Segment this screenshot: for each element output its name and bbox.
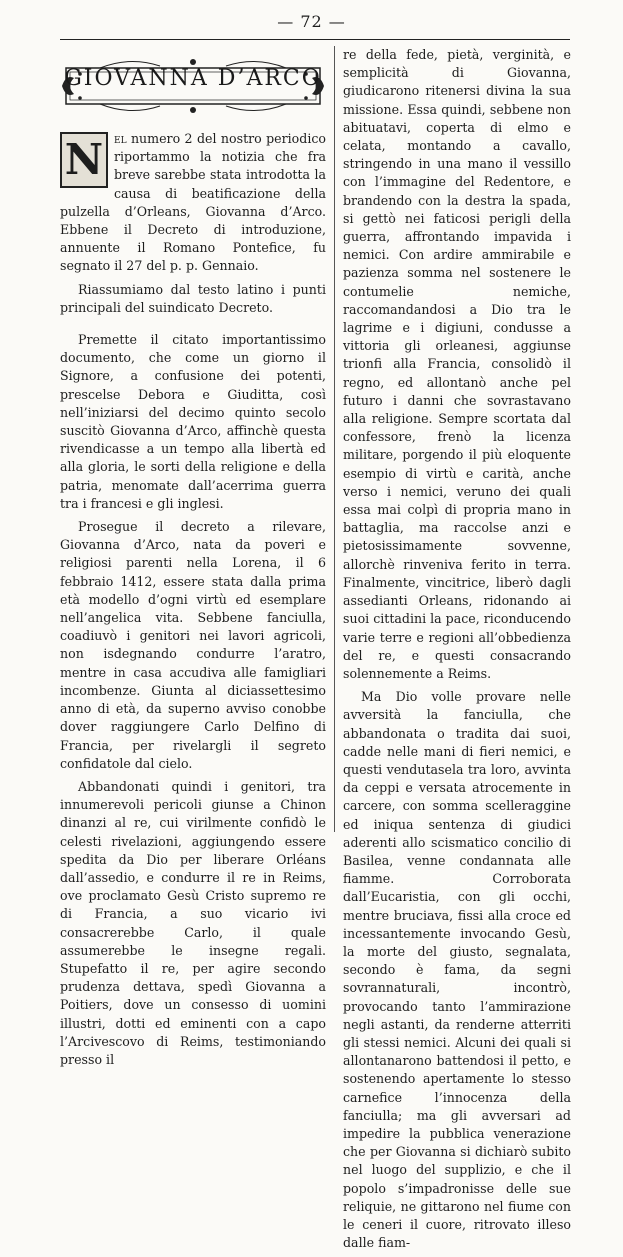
drop-cap: N xyxy=(60,132,108,188)
paragraph-text: numero 2 del nostro periodico riportammo la notizia che fra breve sarebbe stata introdotta la causa di beatificazione della pulzella d’Orleans, Giovanna d’Arco. Ebbene il Decreto di introduzione, annuente il Romano Pontefice, fu segnato il 27 del p. p. Gennaio. xyxy=(60,131,326,274)
article-title: GIOVANNA D’ARCO xyxy=(64,66,322,91)
right-column xyxy=(343,46,571,1257)
paragraph: Riassumiamo dal testo latino i punti principali del suindicato Decreto. xyxy=(60,281,326,315)
title-banner xyxy=(60,56,326,116)
opening-paragraph xyxy=(60,130,326,276)
paragraph: Abbandonati quindi i genitori, tra innumerevoli pericoli giunse a Chinon dinanzi al re, cui virilmente confidò le celesti rivelazioni, aggiungendo essere spedita da Dio per liberare Orléans dall’assedio, e condurre il re in Reims, ove proclamato Gesù Cristo supremo re di Francia, a suo vicario ivi consacrerebbe Carlo, il quale assumerebbe le insegne regali. Stupefatto il re, per agire secondo prudenza dettava, spedì Giovanna a Poitiers, dove un consesso di uomini illustri, dotti ed eminenti con a capo l’Arcivescovo di Reims, testimoniando presso il xyxy=(60,778,326,1067)
page-number: — 72 — xyxy=(277,12,346,31)
paragraph: Prosegue il decreto a rilevare, Giovanna d’Arco, nata da poveri e religiosi parenti nella Lorena, il 6 febbraio 1412, essere stata dalla prima età modello d’ogni virtù ed esemplare nell’angelica vita. Sebbene fanciulla, coadiuvò i genitori nei lavori agricoli, non isdegnando condurre l’aratro, mentre in casa accudiva alle famigliari incombenze. Giunta al diciassettesimo anno di età, da superno avviso conobbe dover raggiungere Carlo Delfino di Francia, per rivelargli il segreto confidatole dal cielo. xyxy=(60,519,326,771)
paragraph: re della fede, pietà, verginità, e semplicità di Giovanna, giudicarono ritenersi divina la sua missione. Essa quindi, sebbene non abituatavi, coperta di elmo e celata, montando a cavallo, stringendo in una mano il vessillo con l’immagine del Redentore, e brandendo con la destra la spada, si gettò nei faticosi perigli della guerra, affrontando impavida i nemici. Con ardire ammirabile e pazienza somma nel sostenere le contumelie nemiche, raccomandandosi a Dio tra le lagrime e i digiuni, condusse a vittoria gli orleanesi, aggiunse trionfi alla Francia, consolidò il regno, ed allontanò anche pel futuro i danni che sovrastavano alla religione. Sempre scortata dal confessore, frenò la licenza militare, porgendo il più eloquente esempio di virtù e carità, anche verso i nemici, veruno dei quali essa mai colpì di propria mano in battaglia, ma raccolse anzi e pietosissimamente sovvenne, allorchè rinveniva ferito in terra. Finalmente, vincitrice, liberò dagli assedianti Orleans, ridonando ai suoi cittadini la pace, riconducendo varie terre e regioni all’obbedienza del re, e questi consacrando solennemente a Reims. xyxy=(343,47,571,681)
header-rule xyxy=(60,39,570,40)
column-divider xyxy=(334,46,335,832)
lead-smallcaps: el xyxy=(114,131,127,146)
paragraph: Ma Dio volle provare nelle avversità la fanciulla, che abbandonata o tradita dai suoi, cadde nelle mani di fieri nemici, e questi vendutasela tra loro, avvinta da ceppi e versata atrocemente in carcere, con somma scelleraggine ed iniqua sentenza di giudici aderenti allo scismatico concilio di Basilea, venne condannata alle fiamme. Corroborata dall’Eucaristia, con gli occhi, mentre bruciava, fissi alla croce ed incessantemente invocando Gesù, la morte del giusto, segnalata, secondo è fama, da segni sovrannaturali, incontrò, provocando tanto l’ammirazione negli astanti, da renderne atterriti gli stessi nemici. Alcuni dei quali si allontanarono battendosi il petto, e sostenendo apertamente lo stesso carnefice l’innocenza della fanciulla; ma gli avversari ad impedire la pubblica venerazione che per Giovanna si dichiarò subito nel luogo del supplizio, e che il popolo s’impadronisse delle sue reliquie, ne gittarono nel fiume con le ceneri il cuore, ritrovato illeso dalle fiam- xyxy=(343,689,571,1251)
left-column xyxy=(60,50,326,1074)
paragraph: Premette il citato importantissimo documento, che come un giorno il Signore, a confusione dei potenti, prescelse Debora e Giuditta, così nell’iniziarsi del decimo quinto secolo suscitò Giovanna d’Arco, affinchè questa rivendicasse a un tempo alla libertà ed alla gloria, le sorti della religione e della patria, menomate dall’acerrima guerra tra i francesi e gli inglesi. xyxy=(60,332,326,511)
